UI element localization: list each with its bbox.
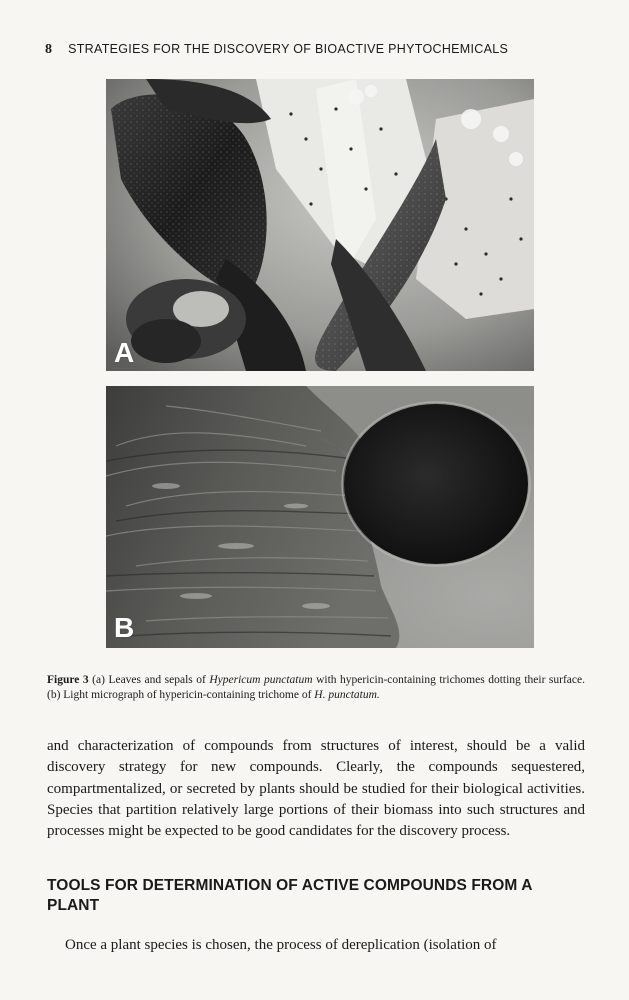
figure-caption <box>47 673 585 703</box>
body-paragraph-1: and characterization of compounds from structures of interest, should be a valid discovery strategy for new compounds. Clearly, the compounds sequestered, compartmentalized, or secreted by plants should be studied for their biological activities. Species that partition relatively large portions of their biomass into such structures and processes might be expected to be good candidates for the discovery process. <box>47 738 585 840</box>
figure-label: Figure 3 <box>47 674 89 686</box>
trichome-micrograph-image <box>106 386 534 648</box>
panel-label-a: A <box>114 337 135 368</box>
figure-photo-b <box>106 386 534 648</box>
plant-leaves-image <box>106 79 534 371</box>
page-number: 8 <box>45 42 53 57</box>
figure-photo-a <box>106 79 534 371</box>
body-paragraph-2: Once a plant species is chosen, the process of dereplication (isolation of <box>65 937 497 953</box>
caption-species-abbrev: H. punctatum. <box>314 689 380 701</box>
section-heading: TOOLS FOR DETERMINATION OF ACTIVE COMPOUNDS FROM A PLANT <box>47 877 532 914</box>
caption-text-2: with hypericin-containing trichomes dotting their surface. (b) Light micrograph of hypericin-containing trichome of <box>47 674 585 701</box>
running-head <box>45 42 585 58</box>
caption-text-1: (a) Leaves and sepals of <box>88 674 210 686</box>
running-title: STRATEGIES FOR THE DISCOVERY OF BIOACTIVE PHYTOCHEMICALS <box>68 42 509 56</box>
panel-label-b: B <box>114 612 135 643</box>
caption-species: Hypericum punctatum <box>209 674 313 686</box>
